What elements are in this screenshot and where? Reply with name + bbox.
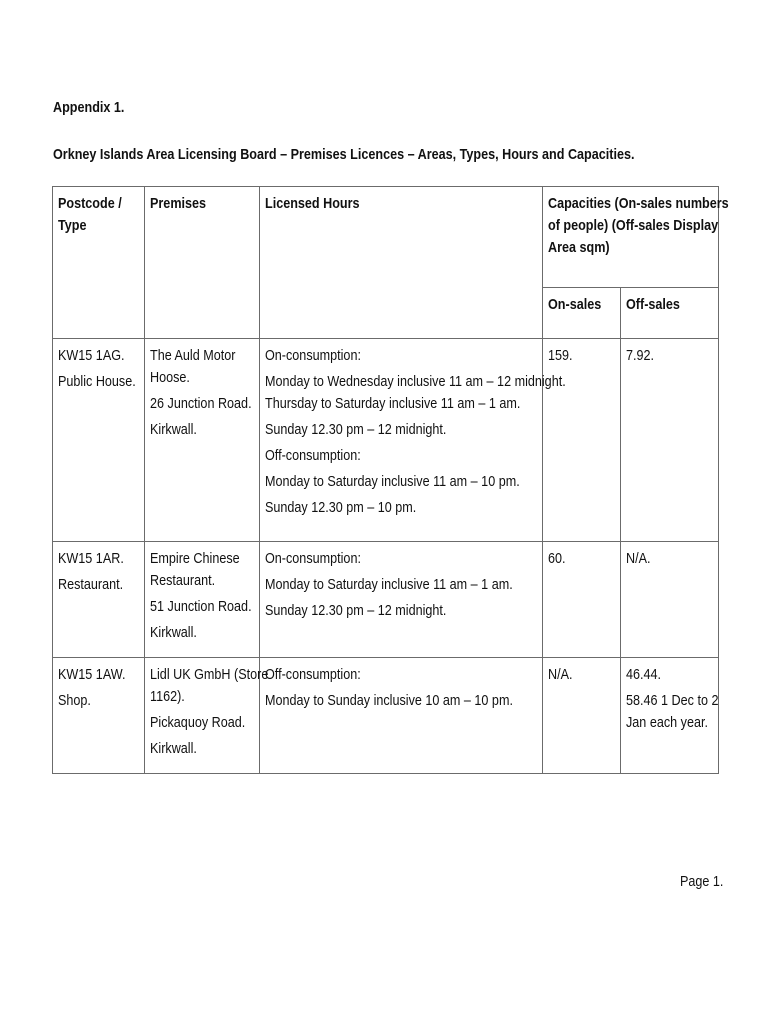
on-sales-cell: N/A. xyxy=(543,658,621,774)
table-row xyxy=(53,339,719,542)
table-row xyxy=(53,542,719,658)
header-off-sales: Off-sales xyxy=(621,288,719,339)
on-sales-cell: 159. xyxy=(543,339,621,542)
header-on-sales: On-sales xyxy=(543,288,621,339)
header-licensed-hours: Licensed Hours xyxy=(260,187,543,339)
off-sales-cell: N/A. xyxy=(621,542,719,658)
postcode-type-cell: KW15 1AR. Restaurant. xyxy=(53,542,145,658)
licensed-hours-cell: On-consumption: Monday to Wednesday inclusive 11 am – 12 midnight. Thursday to Saturday inclusive 11 am – 1 am. Sunday 12.30 pm – 12 midnight. Off-consumption: Monday to Saturday inclusive 11 am – 10 pm. Sunday 12.30 pm – 10 pm. xyxy=(260,339,543,542)
premises-cell: Empire Chinese Restaurant. 51 Junction Road. Kirkwall. xyxy=(145,542,260,658)
header-postcode-type: Postcode / Type xyxy=(53,187,145,339)
on-sales-cell: 60. xyxy=(543,542,621,658)
appendix-title: Appendix 1. xyxy=(53,99,125,116)
header-premises: Premises xyxy=(145,187,260,339)
licensed-hours-cell: On-consumption: Monday to Saturday inclusive 11 am – 1 am. Sunday 12.30 pm – 12 midnight. xyxy=(260,542,543,658)
table-row xyxy=(53,658,719,774)
document-heading: Orkney Islands Area Licensing Board – Premises Licences – Areas, Types, Hours and Capacities. xyxy=(53,146,635,163)
postcode-type-cell: KW15 1AW. Shop. xyxy=(53,658,145,774)
page-number: Page 1. xyxy=(680,873,724,890)
postcode-type-cell: KW15 1AG. Public House. xyxy=(53,339,145,542)
premises-licences-table xyxy=(52,186,729,774)
off-sales-cell: 46.44. 58.46 1 Dec to 2 Jan each year. xyxy=(621,658,719,774)
header-capacities: Capacities (On-sales numbers of people) (Off-sales Display Area sqm) xyxy=(543,187,719,288)
table-header-row xyxy=(53,187,719,288)
off-sales-cell: 7.92. xyxy=(621,339,719,542)
licensed-hours-cell: Off-consumption: Monday to Sunday inclusive 10 am – 10 pm. xyxy=(260,658,543,774)
premises-cell: Lidl UK GmbH (Store 1162). Pickaquoy Road. Kirkwall. xyxy=(145,658,260,774)
premises-cell: The Auld Motor Hoose. 26 Junction Road. Kirkwall. xyxy=(145,339,260,542)
